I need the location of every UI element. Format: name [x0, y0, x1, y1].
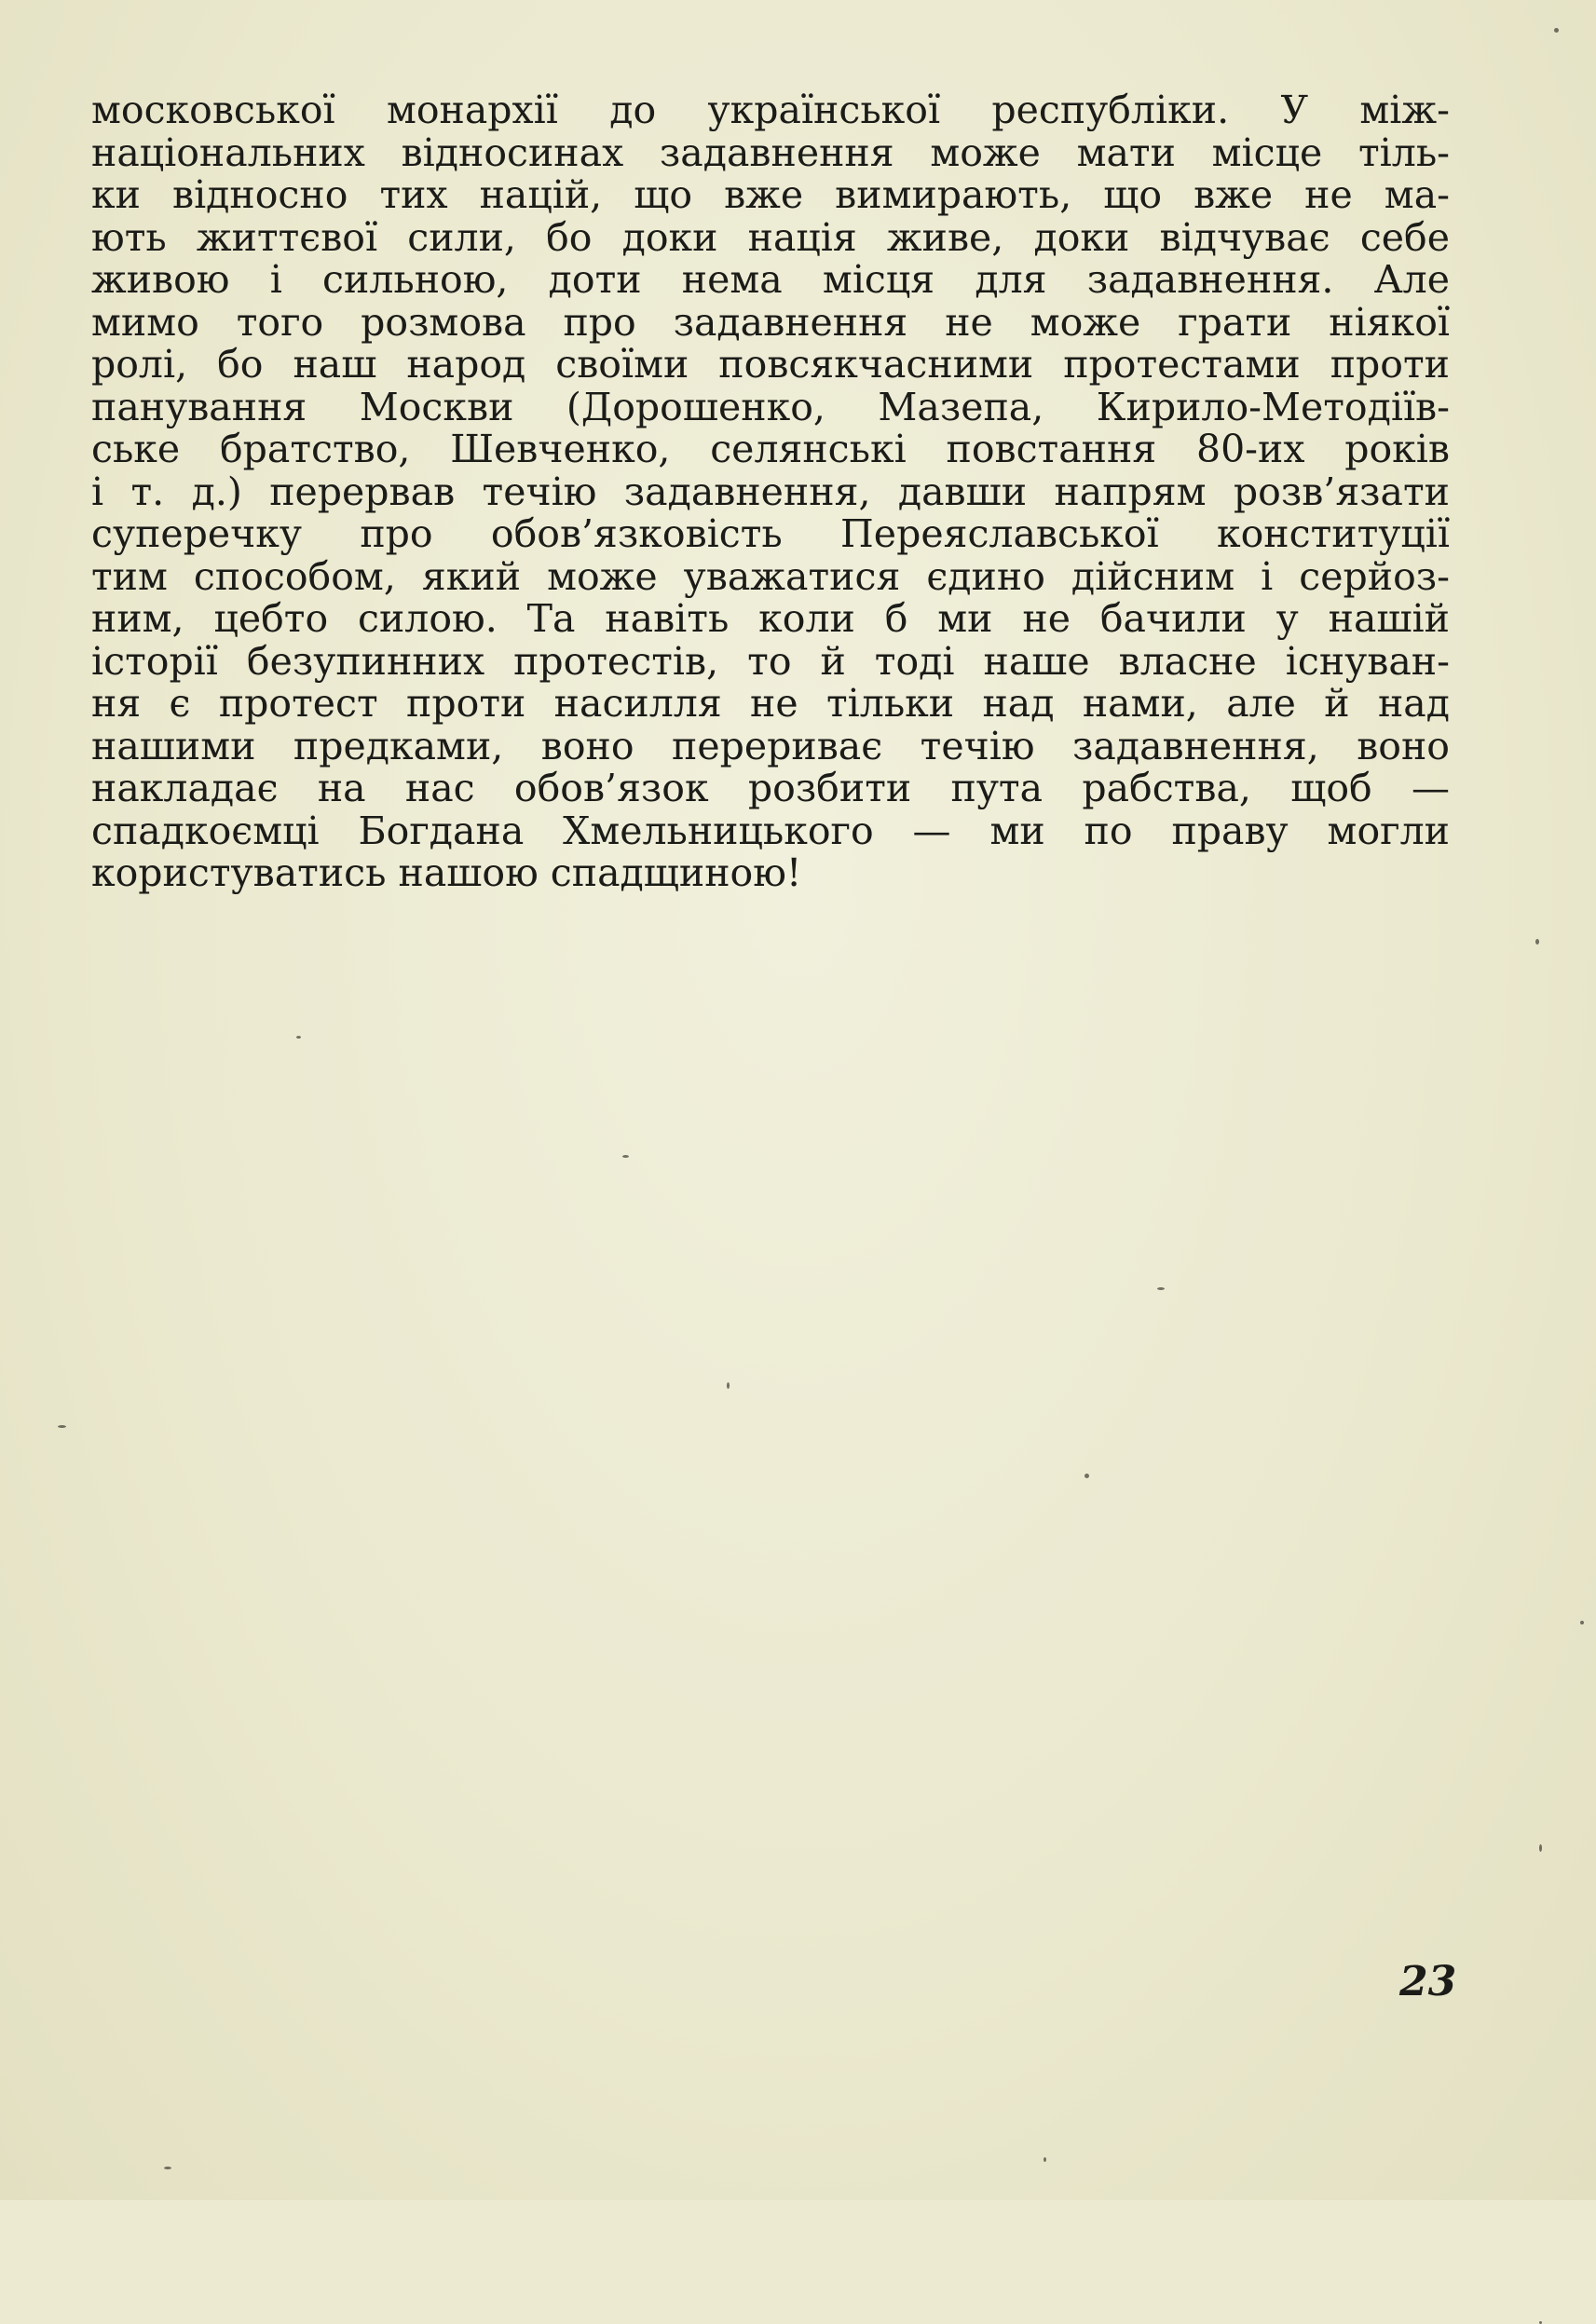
text-line: панування Москви (Дорошенко, Мазепа, Кирило-Методіїв- [91, 384, 1450, 429]
paper-speck [1157, 1287, 1165, 1290]
text-line: історії безупинних протестів, то й тоді наше власне існуван- [91, 638, 1450, 684]
text-line: ним, цебто силою. Та навіть коли б ми не бачили у нашій [91, 596, 1450, 641]
text-line: ролі, бо наш народ своїми повсякчасними протестами проти [91, 342, 1450, 387]
body-text [91, 89, 1450, 895]
paper-speck [1580, 1621, 1584, 1624]
text-line: спадкоємці Богдана Хмельницького — ми по праву могли [91, 808, 1450, 853]
paper-speck [58, 1425, 66, 1428]
paper-speck [1084, 1474, 1089, 1478]
paper-speck [164, 2167, 171, 2169]
text-line: користуватись нашою спадщиною! [91, 850, 802, 895]
text-line: ють життєвої сили, бо доки нація живе, доки відчуває себе [91, 214, 1450, 260]
paper-speck [727, 1382, 730, 1389]
text-line: суперечку про обов’язковість Переяславської конституції [91, 511, 1450, 556]
paper-speck [1044, 2157, 1046, 2162]
text-line: нашими предками, воно перериває течію задавнення, воно [91, 723, 1450, 768]
text-line: ське братство, Шевченко, селянські повстання 80-их років [91, 427, 1450, 471]
text-line: ня є протест проти насилля не тільки над нами, але й над [91, 681, 1450, 726]
text-line: національних відносинах задавнення може мати місце тіль- [91, 129, 1450, 175]
text-line: накладає на нас обов’язок розбити пута рабства, щоб — [91, 766, 1450, 810]
text-line: мимо того розмова про задавнення не може грати ніякої [91, 299, 1450, 345]
text-line: московської монархії до української республіки. У між- [91, 88, 1450, 132]
paper-speck [296, 1036, 301, 1039]
text-line: ки відносно тих націй, що вже вимирають, що вже не ма- [91, 172, 1450, 217]
text-line: і т. д.) перервав течію задавнення, давши напрям розв’язати [91, 469, 1450, 514]
paper-speck [622, 1155, 629, 1158]
paper-speck [1554, 28, 1559, 33]
page-number: 23 [1399, 1958, 1457, 2005]
paper-speck [1539, 1844, 1542, 1852]
paper-speck [1535, 939, 1539, 945]
text-line: тим способом, який може уважатися єдино дійсним і серйоз- [91, 553, 1450, 599]
text-line: живою і сильною, доти нема місця для задавнення. Але [91, 257, 1450, 302]
